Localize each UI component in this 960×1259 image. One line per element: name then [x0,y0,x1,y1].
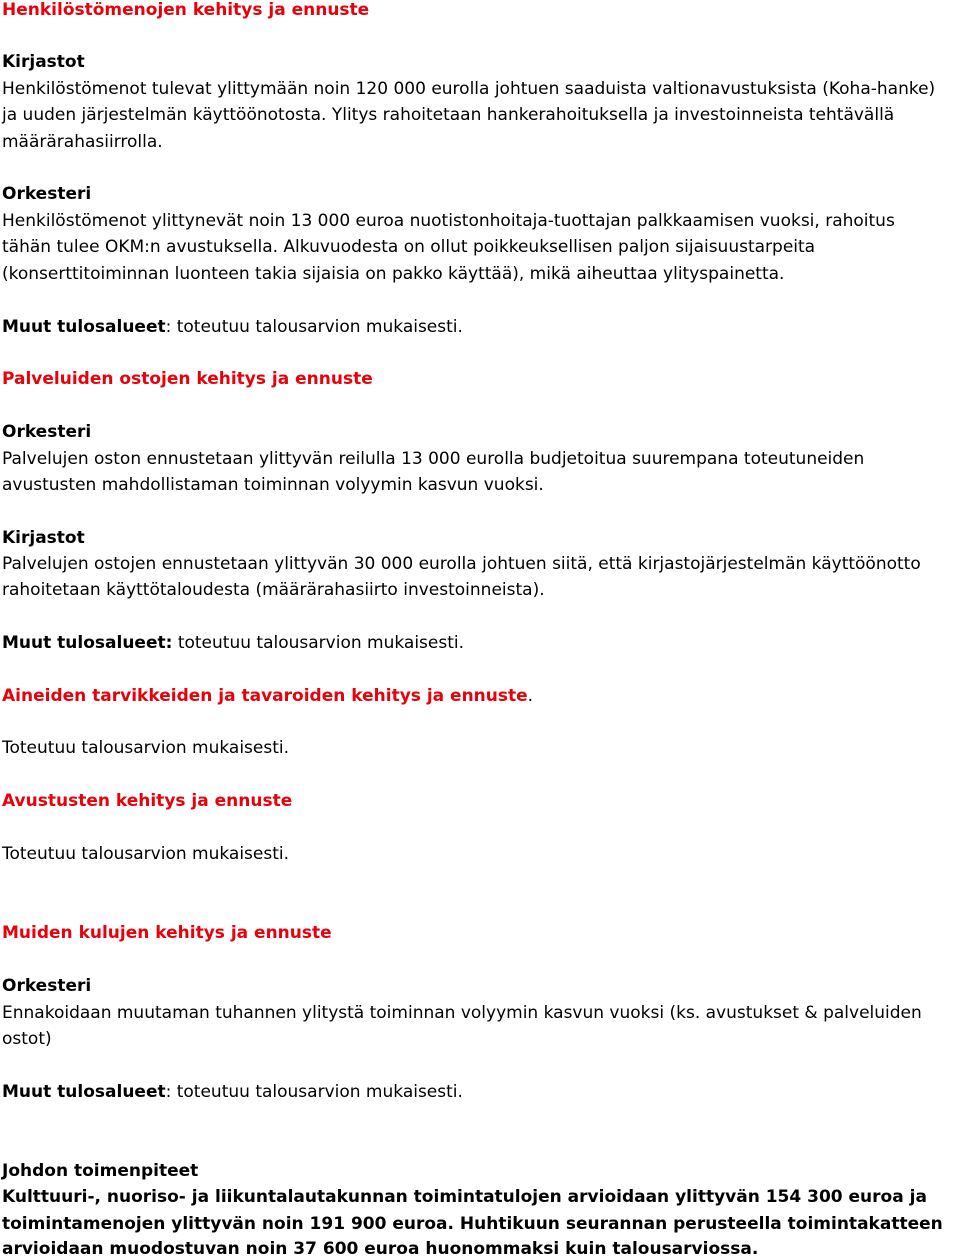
grants-heading: Avustusten kehitys ja ennuste [2,791,293,811]
management-line-1: Kulttuuri-, nuoriso- ja liikuntalautakunnan toimintatulojen arvioidaan ylittyvän 154 300 euroa ja [2,1187,927,1207]
grants-text: Toteutuu talousarvion mukaisesti. [2,844,290,864]
materials-text: Toteutuu talousarvion mukaisesti. [2,738,290,758]
other-costs-orchestra-label: Orkesteri [2,976,92,996]
personnel-library-line-2: ja uuden järjestelmän käyttöönotosta. Ylitys rahoitetaan hankerahoituksella ja investoinneista tehtävällä [2,105,895,125]
other-costs-heading: Muiden kulujen kehitys ja ennuste [2,923,332,943]
management-line-3: arvioidaan muodostuvan noin 37 600 euroa huonommaksi kuin talousarviossa. [2,1239,759,1259]
services-library-label: Kirjastot [2,528,85,548]
services-orchestra-line-1: Palvelujen oston ennustetaan ylittyvän reilulla 13 000 eurolla budjetoitua suurempana toteutuneiden [2,449,865,469]
materials-heading-line [2,686,533,706]
personnel-orchestra-line-1: Henkilöstömenot ylittynevät noin 13 000 euroa nuotistonhoitaja-tuottajan palkkaamisen vuoksi, rahoitus [2,211,895,231]
other-costs-other-text: : toteutuu talousarvion mukaisesti. [165,1082,463,1102]
other-costs-other-label: Muut tulosalueet [2,1082,166,1102]
services-library-line-1: Palvelujen ostojen ennustetaan ylittyvän 30 000 eurolla johtuen siitä, että kirjastojärjestelmän käyttöönotto [2,554,921,574]
personnel-orchestra-line-2: tähän tulee OKM:n avustuksella. Alkuvuodesta on ollut poikkeuksellisen paljon sijaisuustarpeita [2,237,816,257]
personnel-heading: Henkilöstömenojen kehitys ja ennuste [2,0,370,20]
personnel-library-label: Kirjastot [2,52,85,72]
materials-heading-suffix: . [527,686,534,706]
services-other-units [2,633,464,653]
services-orchestra-label: Orkesteri [2,422,92,442]
management-line-2: toimintamenojen ylittyvän noin 191 900 euroa. Huhtikuun seurannan perusteella toimintakatteen [2,1214,943,1234]
personnel-other-units [2,317,463,337]
personnel-library-line-3: määrärahasiirrolla. [2,132,163,152]
other-costs-orchestra-line-1: Ennakoidaan muutaman tuhannen ylitystä toiminnan volyymin kasvun vuoksi (ks. avustukset & palveluiden [2,1003,922,1023]
personnel-orchestra-line-3: (konserttitoiminnan luonteen takia sijaisia on pakko käyttää), mikä aiheuttaa ylityspainetta. [2,264,785,284]
services-other-text: toteutuu talousarvion mukaisesti. [172,633,465,653]
services-other-label: Muut tulosalueet: [2,633,173,653]
services-heading: Palveluiden ostojen kehitys ja ennuste [2,369,373,389]
services-library-line-2: rahoitetaan käyttötaloudesta (määrärahasiirto investoinneista). [2,580,545,600]
other-costs-orchestra-line-2: ostot) [2,1029,52,1049]
management-heading: Johdon toimenpiteet [2,1161,199,1181]
services-orchestra-line-2: avustusten mahdollistaman toiminnan volyymin kasvun vuoksi. [2,475,544,495]
materials-heading: Aineiden tarvikkeiden ja tavaroiden kehitys ja ennuste [2,686,528,706]
personnel-other-label: Muut tulosalueet [2,317,166,337]
personnel-other-text: : toteutuu talousarvion mukaisesti. [165,317,463,337]
other-costs-other-units [2,1082,463,1102]
personnel-orchestra-label: Orkesteri [2,184,92,204]
personnel-library-line-1: Henkilöstömenot tulevat ylittymään noin 120 000 eurolla johtuen saaduista valtionavustuksista (Koha-hanke) [2,79,936,99]
